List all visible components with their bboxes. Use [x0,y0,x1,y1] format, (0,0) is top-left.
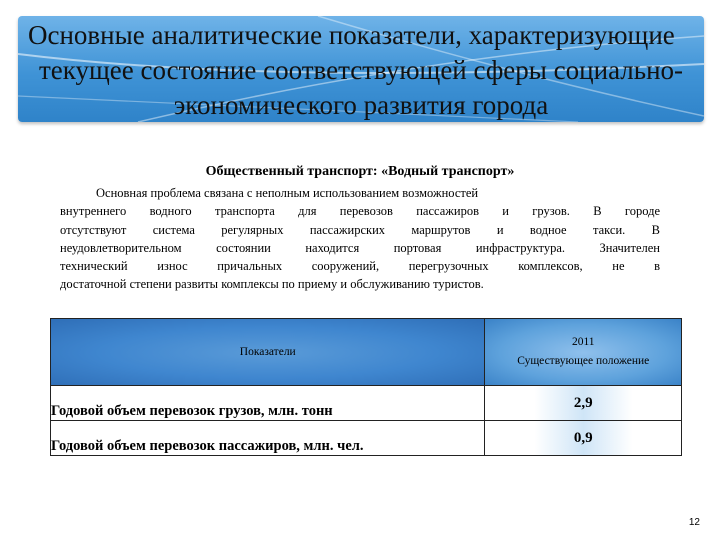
title-banner [18,16,704,122]
section-heading: Общественный транспорт: «Водный транспорт» [205,164,515,179]
header-indicator: Показатели [51,319,485,386]
title-line-3: экономического развития города [173,90,549,120]
paragraph-line: неудовлетворительном состоянии находится портовая инфраструктура. Значителен [60,240,660,255]
section-paragraph [60,184,660,294]
paragraph-line: достаточной степени развиты комплексы по приему и обслуживанию туристов. [60,277,484,292]
header-state: Существующее положение [517,355,650,367]
paragraph-line: Основная проблема связана с неполным использованием возможностей [96,186,479,200]
row-label: Годовой объем перевозок пассажиров, млн. чел. [51,421,485,456]
table-row [51,421,682,456]
paragraph-line: отсутствуют система регулярных пассажирских маршрутов и водное такси. В [60,222,660,237]
header-year-cell [485,319,682,386]
row-label: Годовой объем перевозок грузов, млн. тонн [51,386,485,421]
header-year: 2011 [571,336,595,348]
indicators-table [50,318,682,456]
table-header-row [51,319,682,386]
title-line-2: текущее состояние соответствующей сферы социально- [38,55,684,85]
row-value: 2,9 [485,386,682,421]
paragraph-line: технический износ причальных сооружений, перегрузочных комплексов, не в [60,259,660,274]
page-number: 12 [688,517,700,528]
page-title [18,18,704,122]
title-line-1: Основные аналитические показатели, характеризующие [28,20,675,50]
paragraph-line: внутреннего водного транспорта для перевозов пассажиров и грузов. В городе [60,204,660,219]
table-row [51,386,682,421]
row-value: 0,9 [485,421,682,456]
